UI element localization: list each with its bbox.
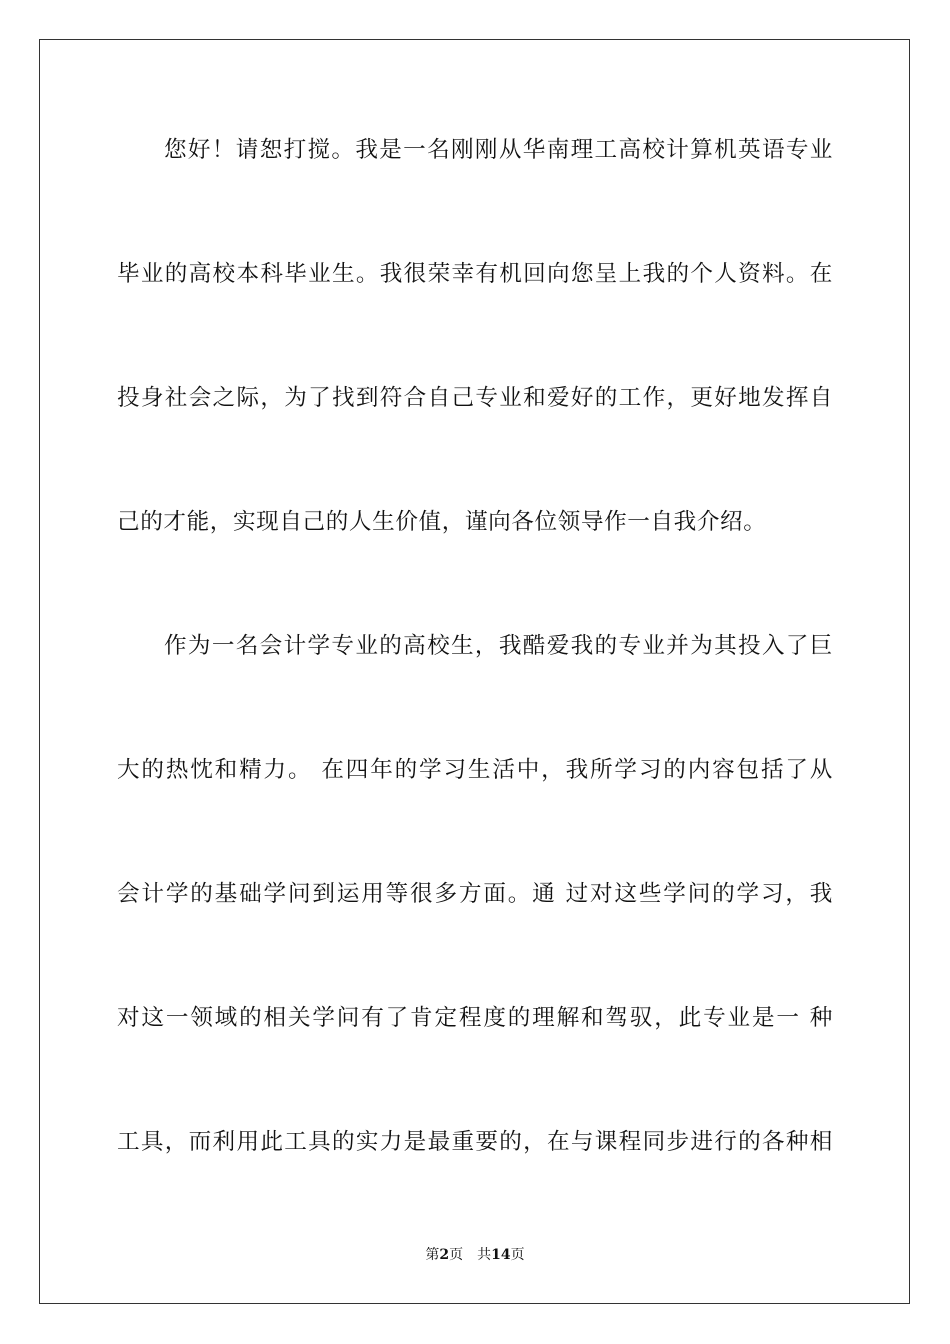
page-label-suffix: 页 [449, 1247, 464, 1263]
text-line-4: 己的才能，实现自己的人生价值，谨向各位领导作一自我介绍。 [117, 509, 767, 535]
page-frame [39, 39, 910, 1304]
page-number: 2 [439, 1247, 450, 1263]
total-label-suffix: 页 [510, 1247, 525, 1263]
total-label-prefix: 共 [477, 1247, 492, 1263]
text-line-3: 投身社会之际，为了找到符合自己专业和爱好的工作，更好地发挥自 [117, 385, 833, 411]
text-line-7: 会计学的基础学问到运用等很多方面。通 过对这些学问的学习，我 [117, 881, 833, 907]
text-line-1: 您好！请恕打搅。我是一名刚刚从华南理工高校计算机英语专业 [164, 137, 833, 163]
text-line-6: 大的热忱和精力。 在四年的学习生活中，我所学习的内容包括了从 [117, 757, 833, 783]
text-line-8: 对这一领域的相关学问有了肯定程度的理解和驾驭，此专业是一 种 [117, 1005, 833, 1031]
total-pages: 14 [491, 1247, 511, 1263]
page-label-prefix: 第 [425, 1247, 440, 1263]
page-footer [0, 1245, 950, 1265]
text-line-5: 作为一名会计学专业的高校生，我酷爱我的专业并为其投入了巨 [164, 633, 833, 659]
text-line-9: 工具，而利用此工具的实力是最重要的，在与课程同步进行的各种相 [117, 1129, 833, 1155]
text-line-2: 毕业的高校本科毕业生。我很荣幸有机回向您呈上我的个人资料。在 [117, 261, 833, 287]
